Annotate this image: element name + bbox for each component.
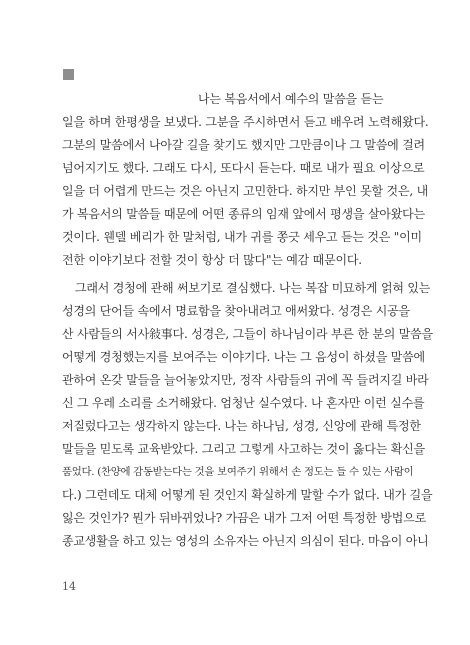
text-line: 신 그 우레 소리를 소거해왔다. 엄청난 실수였다. 나 혼자만 이런 실수를 <box>62 396 425 410</box>
text-line: 일을 하며 한평생을 보냈다. 그분을 주시하면서 듣고 배우려 노력해왔다. <box>62 115 429 129</box>
text-line: 성경의 단어들 속에서 명료함을 찾아내려고 애써왔다. 성경은 시공을 <box>62 304 410 318</box>
text-line: 전한 이야기보다 전할 것이 항상 더 많다"는 예감 때문이다. <box>62 253 362 267</box>
text-line: 다.) 그런데도 대체 어떻게 된 것인지 확실하게 말할 수가 없다. 내가 길을 <box>62 488 433 502</box>
text-line: 품었다. (찬양에 감동받는다는 것을 보여주기 위해서 손 정도는 들 수 있는 사람이 <box>62 466 414 478</box>
text-line: 관하여 온갖 말들을 늘어놓았지만, 정작 사람들의 귀에 꼭 들려지길 바라 <box>62 373 429 387</box>
text-line: 넘어지기도 했다. 그래도 다시, 또다시 듣는다. 때로 내가 필요 이상으로 <box>62 161 425 175</box>
section-ornament-icon <box>63 69 74 80</box>
text-line: 어떻게 경청했는지를 보여주는 이야기다. 나는 그 음성이 하셨을 말씀에 <box>62 350 425 364</box>
text-line: 종교생활을 하고 있는 영성의 소유자는 아닌지 의심이 된다. 마음이 아니 <box>62 534 429 548</box>
text-line: 그분의 말씀에서 나아갈 길을 찾기도 했지만 그만큼이나 그 말씀에 걸려 <box>62 138 425 152</box>
text-line: 산 사람들의 서사敍事다. 성경은, 그들이 하나님이라 부른 한 분의 말씀을 <box>62 327 433 341</box>
text-line: 잃은 것인가? 뭔가 뒤바뀌었나? 가끔은 내가 그저 어떤 특정한 방법으로 <box>62 511 426 525</box>
text-line: 그래서 경청에 관해 써보기로 결심했다. 나는 복잡 미묘하게 얽혀 있는 <box>75 281 431 295</box>
page-number: 14 <box>62 580 76 593</box>
text-line: 말들을 믿도록 교육받았다. 그리고 그렇게 사고하는 것이 옳다는 확신을 <box>62 442 425 456</box>
text-line: 저질렀다고는 생각하지 않는다. 나는 하나님, 성경, 신앙에 관해 특정한 <box>62 419 421 433</box>
text-line: 일을 더 어렵게 만드는 것은 아닌지 고민한다. 하지만 부인 못할 것은, 내 <box>62 184 428 198</box>
text-line: 나는 복음서에서 예수의 말씀을 듣는 <box>198 92 384 106</box>
text-line: 가 복음서의 말씀들 때문에 어떤 종류의 임재 앞에서 평생을 살아왔다는 <box>62 207 425 221</box>
text-line: 것이다. 웬델 베리가 한 말처럼, 내가 귀를 쫑긋 세우고 듣는 것은 "이미 <box>62 230 422 244</box>
